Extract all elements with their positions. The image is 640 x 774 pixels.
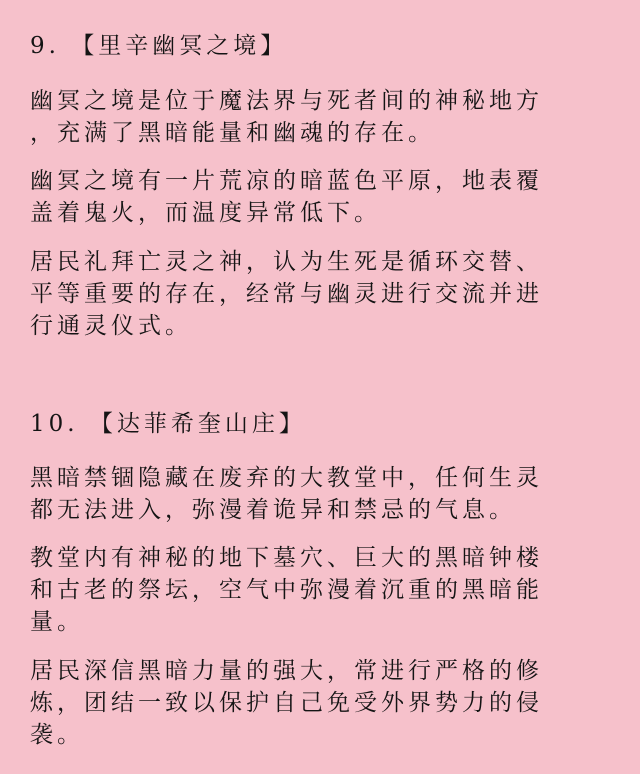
- section-10-paragraph-2: [30, 542, 615, 638]
- text-line: 平等重要的存在，经常与幽灵进行交流并进: [30, 281, 543, 307]
- text-line: 居民礼拜亡灵之神，认为生死是循环交替、: [30, 249, 543, 275]
- section-10-title: 【达菲希奎山庄】: [89, 411, 306, 437]
- text-line: 都无法进入，弥漫着诡异和禁忌的气息。: [30, 497, 516, 523]
- section-9-number: 9.: [30, 33, 60, 59]
- section-10-number: 10.: [30, 411, 79, 437]
- text-line: 黑暗禁锢隐藏在废弃的大教堂中，任何生灵: [30, 465, 543, 491]
- text-line: 和古老的祭坛，空气中弥漫着沉重的黑暗能: [30, 577, 543, 603]
- text-line: 袭。: [30, 722, 84, 748]
- section-10-heading: [30, 408, 306, 440]
- text-line: 盖着鬼火，而温度异常低下。: [30, 200, 381, 226]
- text-line: 教堂内有神秘的地下墓穴、巨大的黑暗钟楼: [30, 545, 543, 571]
- section-9-paragraph-2: [30, 165, 615, 229]
- text-line: 炼，团结一致以保护自己免受外界势力的侵: [30, 690, 543, 716]
- section-9-paragraph-1: [30, 85, 615, 149]
- section-9-title: 【里辛幽冥之境】: [71, 33, 288, 59]
- section-9-paragraph-3: [30, 246, 615, 342]
- section-10-paragraph-1: [30, 462, 615, 526]
- section-9-heading: [30, 30, 287, 62]
- text-line: ，充满了黑暗能量和幽魂的存在。: [30, 120, 435, 146]
- section-10-paragraph-3: [30, 655, 615, 751]
- text-line: 幽冥之境是位于魔法界与死者间的神秘地方: [30, 88, 543, 114]
- text-line: 量。: [30, 609, 84, 635]
- text-line: 行通灵仪式。: [30, 313, 192, 339]
- text-line: 幽冥之境有一片荒凉的暗蓝色平原，地表覆: [30, 168, 543, 194]
- text-line: 居民深信黑暗力量的强大，常进行严格的修: [30, 658, 543, 684]
